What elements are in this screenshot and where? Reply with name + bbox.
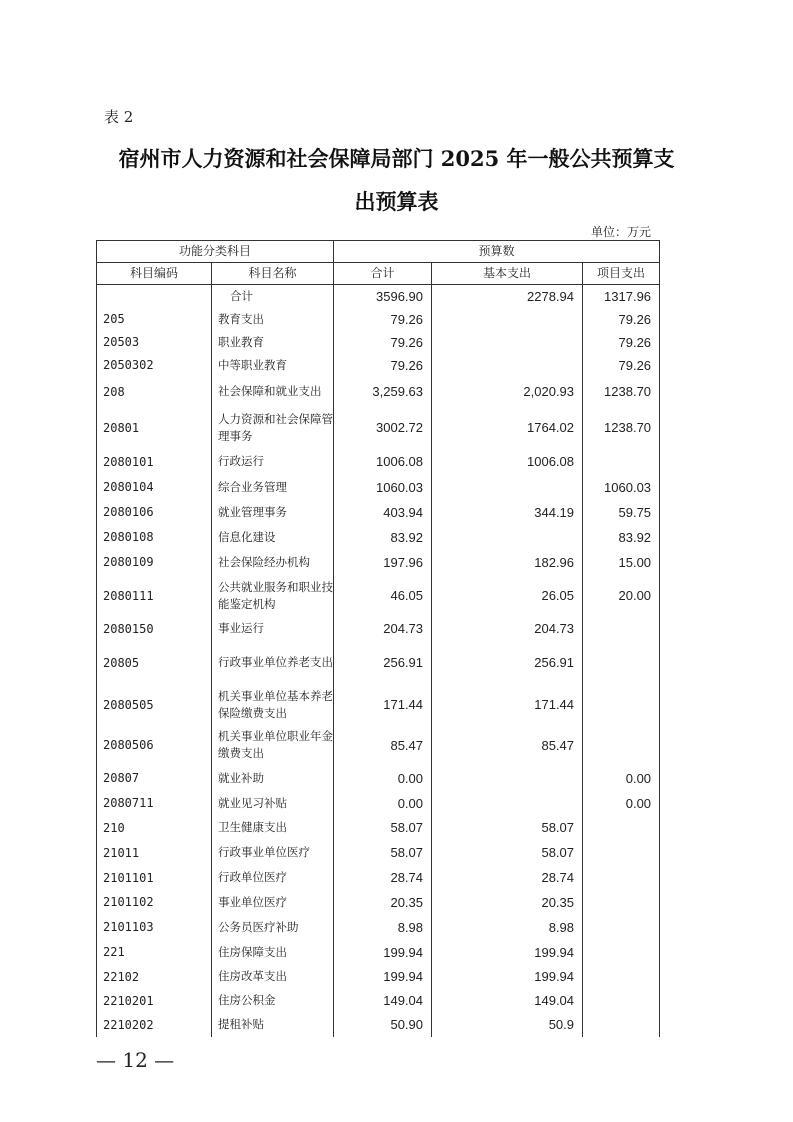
row-name: 社会保障和就业支出 xyxy=(212,377,334,407)
table-row xyxy=(97,816,660,840)
row-total: 171.44 xyxy=(334,685,432,725)
row-project xyxy=(583,965,660,989)
row-total: 8.98 xyxy=(334,915,432,940)
table-row-total xyxy=(97,285,660,308)
row-basic: 20.35 xyxy=(432,890,583,915)
row-code: 2080505 xyxy=(97,685,212,725)
table-row xyxy=(97,685,660,725)
page-title-continued: 出预算表 xyxy=(354,189,439,214)
row-code: 2080111 xyxy=(97,575,212,617)
row-name: 住房改革支出 xyxy=(212,965,334,989)
row-basic: 58.07 xyxy=(432,816,583,840)
row-basic: 1006.08 xyxy=(432,449,583,475)
row-code: 22102 xyxy=(97,965,212,989)
row-total: 403.94 xyxy=(334,500,432,525)
row-name: 机关事业单位基本养老保险缴费支出 xyxy=(212,685,334,725)
row-code: 20503 xyxy=(97,331,212,354)
table-row xyxy=(97,407,660,449)
row-name: 住房公积金 xyxy=(212,989,334,1013)
row-total: 3,259.63 xyxy=(334,377,432,407)
row-code: 2210201 xyxy=(97,989,212,1013)
row-total: 58.07 xyxy=(334,816,432,840)
row-total: 3596.90 xyxy=(334,285,432,308)
row-project: 15.00 xyxy=(583,550,660,575)
row-basic: 344.19 xyxy=(432,500,583,525)
row-basic xyxy=(432,308,583,331)
row-name: 教育支出 xyxy=(212,308,334,331)
row-basic: 182.96 xyxy=(432,550,583,575)
row-project: 1238.70 xyxy=(583,407,660,449)
row-total: 149.04 xyxy=(334,989,432,1013)
row-total: 83.92 xyxy=(334,525,432,550)
row-code: 2101103 xyxy=(97,915,212,940)
row-project xyxy=(583,866,660,890)
table-row xyxy=(97,331,660,354)
row-basic: 28.74 xyxy=(432,866,583,890)
table-row xyxy=(97,725,660,766)
row-total: 0.00 xyxy=(334,791,432,816)
row-code: 20807 xyxy=(97,766,212,791)
row-name: 行政事业单位医疗 xyxy=(212,840,334,866)
table-row xyxy=(97,575,660,617)
row-project: 1238.70 xyxy=(583,377,660,407)
row-basic: 58.07 xyxy=(432,840,583,866)
row-code: 2210202 xyxy=(97,1013,212,1037)
row-project xyxy=(583,617,660,641)
table-row xyxy=(97,965,660,989)
row-code: 20801 xyxy=(97,407,212,449)
row-name: 行政单位医疗 xyxy=(212,866,334,890)
table-row xyxy=(97,915,660,940)
row-code: 210 xyxy=(97,816,212,840)
row-name: 提租补贴 xyxy=(212,1013,334,1037)
row-basic: 50.9 xyxy=(432,1013,583,1037)
row-project xyxy=(583,725,660,766)
row-name: 就业见习补贴 xyxy=(212,791,334,816)
row-total: 46.05 xyxy=(334,575,432,617)
row-total: 256.91 xyxy=(334,641,432,685)
header-budget-amount: 预算数 xyxy=(334,241,660,263)
row-basic xyxy=(432,475,583,500)
row-total: 79.26 xyxy=(334,354,432,377)
row-project xyxy=(583,840,660,866)
table-row xyxy=(97,840,660,866)
row-total: 20.35 xyxy=(334,890,432,915)
row-total: 79.26 xyxy=(334,331,432,354)
row-total: 0.00 xyxy=(334,766,432,791)
unit-label: 单位：万元 xyxy=(590,225,651,239)
row-name: 社会保险经办机构 xyxy=(212,550,334,575)
row-code: 2080506 xyxy=(97,725,212,766)
row-project xyxy=(583,989,660,1013)
row-code: 2080108 xyxy=(97,525,212,550)
row-name: 住房保障支出 xyxy=(212,940,334,965)
row-name: 综合业务管理 xyxy=(212,475,334,500)
row-project xyxy=(583,1013,660,1037)
table-row xyxy=(97,500,660,525)
row-basic: 199.94 xyxy=(432,940,583,965)
row-project: 79.26 xyxy=(583,354,660,377)
row-project: 59.75 xyxy=(583,500,660,525)
table-row xyxy=(97,1013,660,1037)
row-code xyxy=(97,285,212,308)
row-code: 21011 xyxy=(97,840,212,866)
row-project xyxy=(583,449,660,475)
row-project: 79.26 xyxy=(583,331,660,354)
row-name: 信息化建设 xyxy=(212,525,334,550)
page-number: — 12 — xyxy=(96,1048,175,1072)
header-total: 合计 xyxy=(334,263,432,285)
row-project xyxy=(583,915,660,940)
row-basic xyxy=(432,354,583,377)
row-basic xyxy=(432,331,583,354)
row-project: 1317.96 xyxy=(583,285,660,308)
row-name: 公务员医疗补助 xyxy=(212,915,334,940)
row-basic xyxy=(432,525,583,550)
row-basic: 26.05 xyxy=(432,575,583,617)
row-name: 就业管理事务 xyxy=(212,500,334,525)
row-code: 2080150 xyxy=(97,617,212,641)
budget-table xyxy=(96,240,660,1037)
table-row xyxy=(97,308,660,331)
table-row xyxy=(97,940,660,965)
row-basic: 85.47 xyxy=(432,725,583,766)
row-name: 人力资源和社会保障管理事务 xyxy=(212,407,334,449)
row-total: 204.73 xyxy=(334,617,432,641)
table-row xyxy=(97,641,660,685)
row-project xyxy=(583,816,660,840)
row-code: 2080101 xyxy=(97,449,212,475)
row-total: 28.74 xyxy=(334,866,432,890)
table-row xyxy=(97,550,660,575)
row-project xyxy=(583,685,660,725)
row-project xyxy=(583,641,660,685)
table-row xyxy=(97,525,660,550)
row-code: 208 xyxy=(97,377,212,407)
row-total: 58.07 xyxy=(334,840,432,866)
table-row xyxy=(97,766,660,791)
row-name: 职业教育 xyxy=(212,331,334,354)
row-total: 79.26 xyxy=(334,308,432,331)
table-row xyxy=(97,866,660,890)
row-code: 205 xyxy=(97,308,212,331)
table-row xyxy=(97,449,660,475)
row-basic: 2,020.93 xyxy=(432,377,583,407)
row-project xyxy=(583,940,660,965)
row-basic: 8.98 xyxy=(432,915,583,940)
header-code: 科目编码 xyxy=(97,263,212,285)
row-total: 1060.03 xyxy=(334,475,432,500)
row-project: 0.00 xyxy=(583,791,660,816)
table-header xyxy=(97,241,660,285)
row-basic: 1764.02 xyxy=(432,407,583,449)
table-label: 表 2 xyxy=(104,108,134,126)
row-basic: 149.04 xyxy=(432,989,583,1013)
row-code: 2080106 xyxy=(97,500,212,525)
table-row xyxy=(97,989,660,1013)
table-row xyxy=(97,791,660,816)
row-total: 199.94 xyxy=(334,940,432,965)
row-basic xyxy=(432,766,583,791)
table-row xyxy=(97,890,660,915)
row-name: 事业单位医疗 xyxy=(212,890,334,915)
table-row xyxy=(97,475,660,500)
row-basic xyxy=(432,791,583,816)
row-project xyxy=(583,890,660,915)
row-project: 20.00 xyxy=(583,575,660,617)
row-code: 2080711 xyxy=(97,791,212,816)
row-total: 197.96 xyxy=(334,550,432,575)
row-name: 中等职业教育 xyxy=(212,354,334,377)
header-project: 项目支出 xyxy=(583,263,660,285)
row-total: 50.90 xyxy=(334,1013,432,1037)
row-code: 2080109 xyxy=(97,550,212,575)
row-code: 2101102 xyxy=(97,890,212,915)
row-code: 2101101 xyxy=(97,866,212,890)
row-name: 公共就业服务和职业技能鉴定机构 xyxy=(212,575,334,617)
row-code: 2050302 xyxy=(97,354,212,377)
row-project: 0.00 xyxy=(583,766,660,791)
row-total: 85.47 xyxy=(334,725,432,766)
header-basic: 基本支出 xyxy=(432,263,583,285)
table-row xyxy=(97,617,660,641)
row-total: 199.94 xyxy=(334,965,432,989)
row-code: 2080104 xyxy=(97,475,212,500)
row-name: 合计 xyxy=(212,285,334,308)
row-code: 20805 xyxy=(97,641,212,685)
row-name: 行政事业单位养老支出 xyxy=(212,641,334,685)
row-name: 卫生健康支出 xyxy=(212,816,334,840)
row-project: 79.26 xyxy=(583,308,660,331)
header-name: 科目名称 xyxy=(212,263,334,285)
row-name: 就业补助 xyxy=(212,766,334,791)
row-basic: 2278.94 xyxy=(432,285,583,308)
row-name: 事业运行 xyxy=(212,617,334,641)
row-total: 3002.72 xyxy=(334,407,432,449)
page-title: 宿州市人力资源和社会保障局部门 2025 年一般公共预算支 xyxy=(118,146,675,171)
row-project: 1060.03 xyxy=(583,475,660,500)
row-name: 机关事业单位职业年金缴费支出 xyxy=(212,725,334,766)
row-basic: 199.94 xyxy=(432,965,583,989)
row-code: 221 xyxy=(97,940,212,965)
row-total: 1006.08 xyxy=(334,449,432,475)
row-basic: 171.44 xyxy=(432,685,583,725)
table-row xyxy=(97,377,660,407)
row-name: 行政运行 xyxy=(212,449,334,475)
table-body xyxy=(97,285,660,1037)
row-basic: 204.73 xyxy=(432,617,583,641)
row-project: 83.92 xyxy=(583,525,660,550)
header-functional-category: 功能分类科目 xyxy=(97,241,334,263)
table-row xyxy=(97,354,660,377)
row-basic: 256.91 xyxy=(432,641,583,685)
